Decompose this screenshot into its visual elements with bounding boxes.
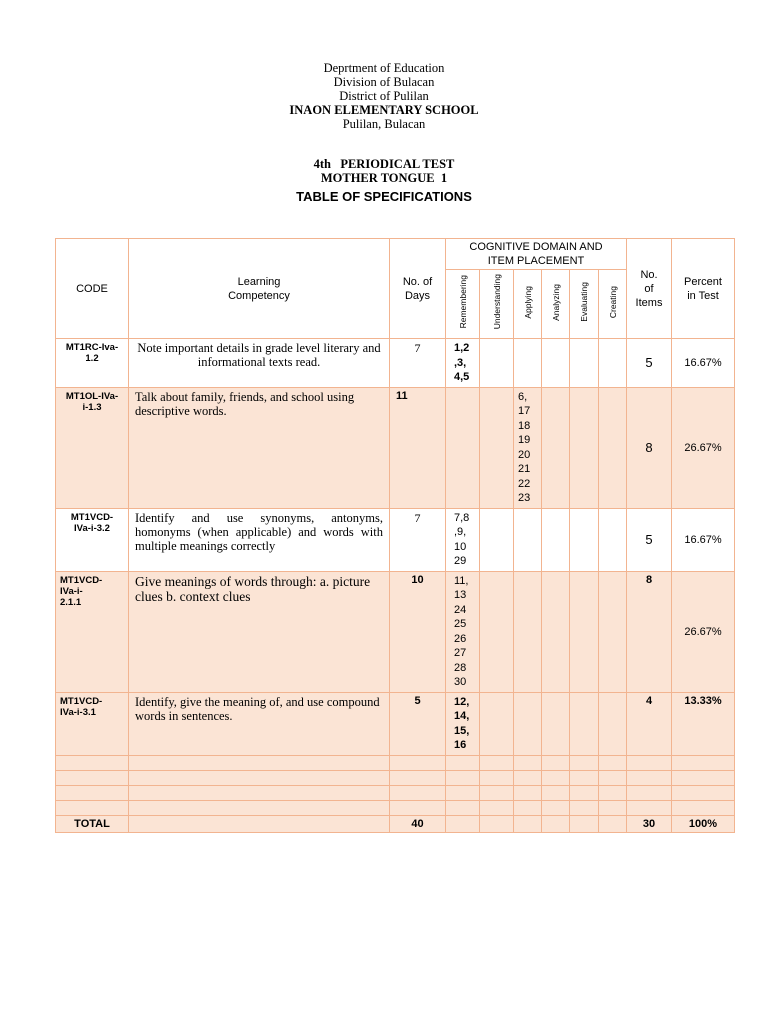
row-remembering-items — [446, 387, 480, 508]
row-days: 5 — [390, 692, 446, 755]
row-evaluating-items — [570, 692, 599, 755]
row-percent: 26.67% — [672, 387, 735, 508]
row-remembering-items: 11, 13 24 25 26 27 28 30 — [446, 571, 480, 692]
row-analyzing-items — [542, 339, 570, 388]
row-creating-items — [599, 571, 627, 692]
row-days: 10 — [390, 571, 446, 692]
row-evaluating-items — [570, 508, 599, 571]
row-days: 7 — [390, 508, 446, 571]
specification-table — [55, 238, 735, 833]
col-header-code: CODE — [56, 239, 129, 339]
row-evaluating-items — [570, 571, 599, 692]
col-header-cognitive-domain: COGNITIVE DOMAIN AND ITEM PLACEMENT — [446, 239, 627, 270]
total-percent: 100% — [672, 815, 735, 832]
row-items-count: 5 — [627, 508, 672, 571]
row-code: MT1RC-Iva- 1.2 — [56, 339, 129, 388]
col-header-items: No. of Items — [627, 239, 672, 339]
empty-row — [56, 800, 735, 815]
table-row — [56, 692, 735, 755]
col-header-applying: Applying — [514, 270, 542, 339]
col-header-analyzing: Analyzing — [542, 270, 570, 339]
row-competency: Note important details in grade level literary and informational texts read. — [129, 339, 390, 388]
row-days: 7 — [390, 339, 446, 388]
row-applying-items — [514, 692, 542, 755]
row-days: 11 — [390, 387, 446, 508]
row-percent: 16.67% — [672, 508, 735, 571]
row-remembering-items: 1,2 ,3, 4,5 — [446, 339, 480, 388]
total-row — [56, 815, 735, 832]
division-line: Division of Bulacan — [333, 75, 435, 89]
row-remembering-items: 7,8 ,9, 10 29 — [446, 508, 480, 571]
total-label: TOTAL — [56, 815, 129, 832]
row-competency: Talk about family, friends, and school using descriptive words. — [129, 387, 390, 508]
row-code: MT1VCD- IVa-i-3.1 — [56, 692, 129, 755]
test-title: 4th PERIODICAL TEST — [313, 157, 455, 171]
row-competency: Identify, give the meaning of, and use compound words in sentences. — [129, 692, 390, 755]
row-percent: 26.67% — [672, 571, 735, 692]
row-items-count: 5 — [627, 339, 672, 388]
row-creating-items — [599, 508, 627, 571]
row-creating-items — [599, 339, 627, 388]
col-header-percent: Percent in Test — [672, 239, 735, 339]
table-row — [56, 508, 735, 571]
col-header-days: No. of Days — [390, 239, 446, 339]
col-header-competency: Learning Competency — [129, 239, 390, 339]
test-subject: MOTHER TONGUE 1 — [320, 171, 448, 185]
empty-row — [56, 755, 735, 770]
row-code: MT1OL-IVa- i-1.3 — [56, 387, 129, 508]
empty-row — [56, 770, 735, 785]
row-percent: 13.33% — [672, 692, 735, 755]
school-name: INAON ELEMENTARY SCHOOL — [289, 103, 479, 117]
table-row — [56, 339, 735, 388]
total-days: 40 — [390, 815, 446, 832]
row-competency: Give meanings of words through: a. picture clues b. context clues — [129, 571, 390, 692]
row-analyzing-items — [542, 692, 570, 755]
school-location: Pulilan, Bulacan — [342, 117, 426, 131]
table-row — [56, 387, 735, 508]
row-items-count: 8 — [627, 387, 672, 508]
row-applying-items: 6, 17 18 19 20 21 22 23 — [514, 387, 542, 508]
test-title-block — [0, 157, 768, 185]
row-applying-items — [514, 339, 542, 388]
col-header-creating: Creating — [599, 270, 627, 339]
row-evaluating-items — [570, 339, 599, 388]
row-creating-items — [599, 692, 627, 755]
row-understanding-items — [480, 339, 514, 388]
row-applying-items — [514, 508, 542, 571]
col-header-remembering: Remembering — [446, 270, 480, 339]
row-code: MT1VCD- IVa-i- 2.1.1 — [56, 571, 129, 692]
row-items-count: 4 — [627, 692, 672, 755]
row-analyzing-items — [542, 508, 570, 571]
department-line: Deprtment of Education — [323, 61, 445, 75]
row-understanding-items — [480, 508, 514, 571]
district-line: District of Pulilan — [339, 89, 429, 103]
empty-row — [56, 785, 735, 800]
document-header — [0, 61, 768, 131]
row-code: MT1VCD- IVa-i-3.2 — [56, 508, 129, 571]
row-remembering-items: 12, 14, 15, 16 — [446, 692, 480, 755]
row-evaluating-items — [570, 387, 599, 508]
row-items-count: 8 — [627, 571, 672, 692]
table-heading: TABLE OF SPECIFICATIONS — [296, 189, 472, 204]
row-competency: Identify and use synonyms, antonyms, homonyms (when applicable) and words with multiple meanings correctly — [129, 508, 390, 571]
row-understanding-items — [480, 387, 514, 508]
row-creating-items — [599, 387, 627, 508]
row-understanding-items — [480, 692, 514, 755]
row-analyzing-items — [542, 387, 570, 508]
row-understanding-items — [480, 571, 514, 692]
col-header-understanding: Understanding — [480, 270, 514, 339]
total-items: 30 — [627, 815, 672, 832]
row-analyzing-items — [542, 571, 570, 692]
row-percent: 16.67% — [672, 339, 735, 388]
table-row — [56, 571, 735, 692]
row-applying-items — [514, 571, 542, 692]
col-header-evaluating: Evaluating — [570, 270, 599, 339]
